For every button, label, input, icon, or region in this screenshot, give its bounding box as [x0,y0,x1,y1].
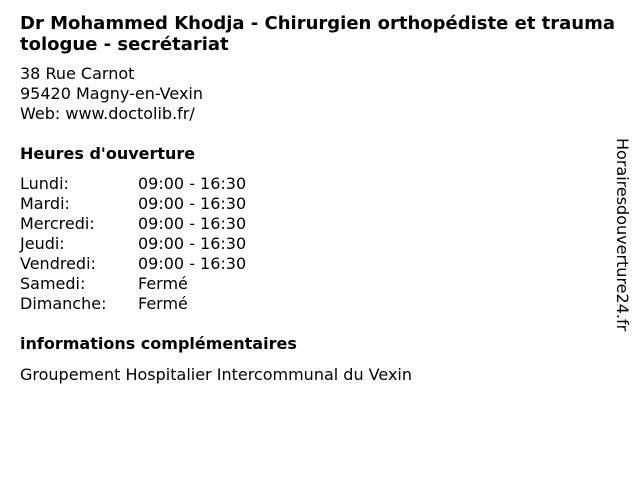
time-value: 09:00 - 16:30 [138,214,247,233]
hours-row-dimanche [20,294,246,314]
day-label: Lundi: [20,174,69,193]
day-label: Mardi: [20,194,70,213]
time-value: Fermé [138,294,188,313]
side-credit: Horairesdouverture24.fr [613,138,632,332]
day-label: Mercredi: [20,214,95,233]
time-value: Fermé [138,274,188,293]
day-label: Jeudi: [20,234,65,253]
time-value: 09:00 - 16:30 [138,254,247,273]
hours-row-samedi [20,274,246,294]
hours-row-mercredi [20,214,246,234]
hours-row-jeudi [20,234,246,254]
address-city: 95420 Magny-en-Vexin [20,84,203,103]
website-link[interactable]: Web: www.doctolib.fr/ [20,104,195,123]
page-title: Dr Mohammed Khodja - Chirurgien orthopédiste et traumatologue - secrétariat [20,13,616,55]
hours-row-lundi [20,174,246,194]
address-block [20,64,203,124]
opening-hours-table [20,174,246,314]
hours-row-vendredi [20,254,246,274]
time-value: 09:00 - 16:30 [138,174,247,193]
hours-row-mardi [20,194,246,214]
day-label: Dimanche: [20,294,107,313]
day-label: Samedi: [20,274,86,293]
hours-heading: Heures d'ouverture [20,144,196,163]
address-street: 38 Rue Carnot [20,64,135,83]
day-label: Vendredi: [20,254,96,273]
info-text: Groupement Hospitalier Intercommunal du Vexin [20,365,412,384]
time-value: 09:00 - 16:30 [138,234,247,253]
time-value: 09:00 - 16:30 [138,194,247,213]
info-heading: informations complémentaires [20,334,297,353]
